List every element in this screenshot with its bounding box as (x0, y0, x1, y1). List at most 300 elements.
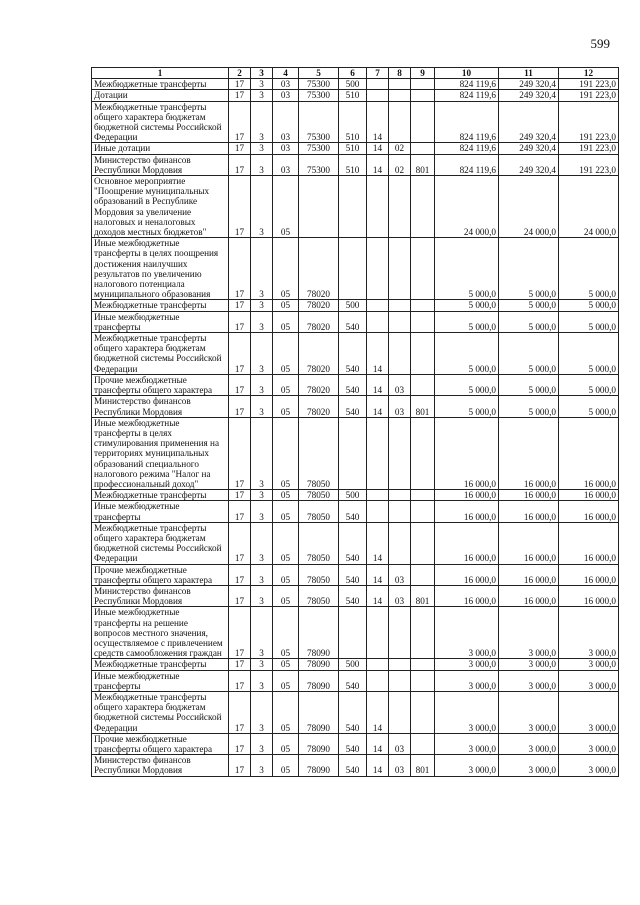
amount-col-11: 3 000,0 (499, 670, 559, 691)
col-header: 9 (411, 68, 435, 79)
amount-col-10: 3 000,0 (435, 733, 499, 754)
code-col-8 (389, 607, 411, 659)
code-col-8 (389, 691, 411, 733)
code-col-4: 03 (273, 154, 299, 175)
amount-col-12: 5 000,0 (559, 300, 619, 311)
table-row (92, 490, 619, 501)
code-col-8 (389, 90, 411, 101)
table-row (92, 238, 619, 300)
amount-col-12: 16 000,0 (559, 501, 619, 522)
code-col-9 (411, 670, 435, 691)
amount-col-12: 5 000,0 (559, 374, 619, 395)
code-col-8 (389, 490, 411, 501)
code-col-8 (389, 238, 411, 300)
code-col-9 (411, 564, 435, 585)
amount-col-11: 249 320,4 (499, 90, 559, 101)
code-col-2: 17 (229, 564, 251, 585)
code-col-8: 03 (389, 585, 411, 606)
col-header: 2 (229, 68, 251, 79)
code-col-4: 05 (273, 670, 299, 691)
code-col-4: 05 (273, 238, 299, 300)
code-col-4: 03 (273, 90, 299, 101)
code-col-7: 14 (367, 522, 389, 564)
code-col-6: 510 (339, 154, 367, 175)
amount-col-10: 3 000,0 (435, 607, 499, 659)
code-col-6: 500 (339, 300, 367, 311)
code-col-4: 05 (273, 691, 299, 733)
code-col-3: 3 (251, 607, 273, 659)
amount-col-11: 249 320,4 (499, 154, 559, 175)
code-col-4: 05 (273, 396, 299, 417)
code-col-2: 17 (229, 101, 251, 143)
table-row (92, 501, 619, 522)
code-col-2: 17 (229, 90, 251, 101)
col-header: 6 (339, 68, 367, 79)
code-col-9 (411, 691, 435, 733)
code-col-5: 75300 (299, 143, 339, 154)
amount-col-10: 5 000,0 (435, 374, 499, 395)
amount-col-10: 24 000,0 (435, 176, 499, 238)
code-col-9: 801 (411, 396, 435, 417)
code-col-4: 05 (273, 311, 299, 332)
row-name: Основное мероприятие "Поощрение муниципальных образований в Республике Мордовия за увеличение налоговых и неналоговых доходов местных бюджетов" (92, 176, 229, 238)
code-col-6: 510 (339, 101, 367, 143)
code-col-7 (367, 490, 389, 501)
amount-col-10: 16 000,0 (435, 501, 499, 522)
page-number: 599 (590, 36, 610, 51)
table-row (92, 90, 619, 101)
code-col-9 (411, 238, 435, 300)
code-col-6: 540 (339, 670, 367, 691)
code-col-9 (411, 374, 435, 395)
code-col-4: 03 (273, 143, 299, 154)
code-col-3: 3 (251, 176, 273, 238)
amount-col-11: 249 320,4 (499, 143, 559, 154)
amount-col-12: 191 223,0 (559, 154, 619, 175)
code-col-3: 3 (251, 238, 273, 300)
code-col-8 (389, 176, 411, 238)
code-col-3: 3 (251, 755, 273, 776)
code-col-6: 540 (339, 396, 367, 417)
row-name: Министерство финансов Республики Мордовия (92, 154, 229, 175)
code-col-3: 3 (251, 691, 273, 733)
code-col-5: 78020 (299, 300, 339, 311)
code-col-5: 78090 (299, 733, 339, 754)
code-col-9 (411, 490, 435, 501)
code-col-2: 17 (229, 176, 251, 238)
code-col-5: 75300 (299, 79, 339, 90)
code-col-3: 3 (251, 101, 273, 143)
amount-col-10: 5 000,0 (435, 300, 499, 311)
budget-table (91, 67, 619, 777)
row-name: Межбюджетные трансферты общего характера бюджетам бюджетной системы Российской Федерации (92, 522, 229, 564)
code-col-9 (411, 417, 435, 489)
amount-col-12: 3 000,0 (559, 659, 619, 670)
code-col-9 (411, 501, 435, 522)
code-col-9 (411, 733, 435, 754)
code-col-3: 3 (251, 311, 273, 332)
amount-col-11: 16 000,0 (499, 501, 559, 522)
amount-col-11: 3 000,0 (499, 755, 559, 776)
code-col-7: 14 (367, 396, 389, 417)
amount-col-10: 824 119,6 (435, 79, 499, 90)
amount-col-12: 16 000,0 (559, 585, 619, 606)
code-col-4: 05 (273, 300, 299, 311)
code-col-2: 17 (229, 522, 251, 564)
code-col-8 (389, 670, 411, 691)
code-col-9 (411, 101, 435, 143)
code-col-3: 3 (251, 396, 273, 417)
code-col-8: 03 (389, 755, 411, 776)
amount-col-11: 3 000,0 (499, 733, 559, 754)
code-col-9 (411, 176, 435, 238)
code-col-4: 05 (273, 585, 299, 606)
code-col-6: 540 (339, 755, 367, 776)
amount-col-12: 16 000,0 (559, 522, 619, 564)
code-col-8 (389, 417, 411, 489)
row-name: Межбюджетные трансферты общего характера бюджетам бюджетной системы Российской Федерации (92, 333, 229, 375)
row-name: Иные дотации (92, 143, 229, 154)
code-col-7 (367, 670, 389, 691)
code-col-2: 17 (229, 585, 251, 606)
code-col-2: 17 (229, 396, 251, 417)
code-col-3: 3 (251, 143, 273, 154)
code-col-9 (411, 79, 435, 90)
code-col-6: 540 (339, 733, 367, 754)
amount-col-10: 16 000,0 (435, 417, 499, 489)
code-col-7: 14 (367, 564, 389, 585)
code-col-9: 801 (411, 755, 435, 776)
code-col-7: 14 (367, 143, 389, 154)
row-name: Министерство финансов Республики Мордовия (92, 755, 229, 776)
code-col-3: 3 (251, 670, 273, 691)
code-col-3: 3 (251, 417, 273, 489)
amount-col-11: 24 000,0 (499, 176, 559, 238)
row-name: Межбюджетные трансферты (92, 490, 229, 501)
code-col-2: 17 (229, 333, 251, 375)
code-col-6: 540 (339, 522, 367, 564)
amount-col-12: 5 000,0 (559, 238, 619, 300)
col-header: 10 (435, 68, 499, 79)
amount-col-11: 16 000,0 (499, 490, 559, 501)
code-col-7 (367, 311, 389, 332)
code-col-5: 78050 (299, 522, 339, 564)
code-col-2: 17 (229, 501, 251, 522)
code-col-5 (299, 176, 339, 238)
code-col-2: 17 (229, 417, 251, 489)
table-row (92, 522, 619, 564)
code-col-9 (411, 607, 435, 659)
code-col-7 (367, 300, 389, 311)
code-col-5: 78050 (299, 585, 339, 606)
row-name: Иные межбюджетные трансферты (92, 670, 229, 691)
row-name: Иные межбюджетные трансферты (92, 501, 229, 522)
code-col-5: 75300 (299, 154, 339, 175)
code-col-2: 17 (229, 755, 251, 776)
code-col-6 (339, 176, 367, 238)
code-col-6 (339, 607, 367, 659)
row-name: Прочие межбюджетные трансферты общего характера (92, 733, 229, 754)
code-col-5: 78050 (299, 564, 339, 585)
amount-col-12: 5 000,0 (559, 396, 619, 417)
code-col-3: 3 (251, 90, 273, 101)
amount-col-10: 824 119,6 (435, 101, 499, 143)
code-col-7: 14 (367, 101, 389, 143)
amount-col-11: 249 320,4 (499, 101, 559, 143)
code-col-5: 78020 (299, 311, 339, 332)
table-row (92, 154, 619, 175)
code-col-8: 03 (389, 374, 411, 395)
table-row (92, 101, 619, 143)
code-col-2: 17 (229, 374, 251, 395)
code-col-8: 03 (389, 733, 411, 754)
code-col-5: 78090 (299, 670, 339, 691)
code-col-6: 540 (339, 585, 367, 606)
code-col-5: 78090 (299, 755, 339, 776)
amount-col-12: 191 223,0 (559, 143, 619, 154)
table-row (92, 311, 619, 332)
code-col-5: 78090 (299, 691, 339, 733)
code-col-9 (411, 90, 435, 101)
code-col-2: 17 (229, 733, 251, 754)
amount-col-10: 5 000,0 (435, 311, 499, 332)
code-col-4: 05 (273, 607, 299, 659)
amount-col-12: 5 000,0 (559, 333, 619, 375)
code-col-4: 05 (273, 733, 299, 754)
code-col-3: 3 (251, 490, 273, 501)
table-row (92, 755, 619, 776)
code-col-2: 17 (229, 154, 251, 175)
code-col-3: 3 (251, 374, 273, 395)
amount-col-10: 16 000,0 (435, 490, 499, 501)
amount-col-10: 824 119,6 (435, 143, 499, 154)
code-col-6: 510 (339, 90, 367, 101)
row-name: Межбюджетные трансферты общего характера бюджетам бюджетной системы Российской Федерации (92, 101, 229, 143)
code-col-4: 05 (273, 417, 299, 489)
table-row (92, 79, 619, 90)
amount-col-10: 5 000,0 (435, 238, 499, 300)
table-row (92, 607, 619, 659)
code-col-2: 17 (229, 311, 251, 332)
code-col-7 (367, 417, 389, 489)
code-col-8 (389, 101, 411, 143)
code-col-7 (367, 79, 389, 90)
code-col-8 (389, 311, 411, 332)
code-col-6: 540 (339, 501, 367, 522)
code-col-2: 17 (229, 607, 251, 659)
col-header: 7 (367, 68, 389, 79)
code-col-9: 801 (411, 585, 435, 606)
table-row (92, 374, 619, 395)
row-name: Иные межбюджетные трансферты в целях стимулирования применения на территориях муниципальных образований специального налогового режима "Налог на профессиональный доход" (92, 417, 229, 489)
code-col-3: 3 (251, 501, 273, 522)
code-col-2: 17 (229, 490, 251, 501)
amount-col-10: 824 119,6 (435, 154, 499, 175)
code-col-5: 78020 (299, 238, 339, 300)
code-col-3: 3 (251, 733, 273, 754)
amount-col-12: 3 000,0 (559, 607, 619, 659)
code-col-4: 05 (273, 564, 299, 585)
code-col-5: 75300 (299, 101, 339, 143)
code-col-4: 05 (273, 176, 299, 238)
amount-col-11: 5 000,0 (499, 238, 559, 300)
code-col-5: 78090 (299, 607, 339, 659)
code-col-8: 03 (389, 396, 411, 417)
code-col-8 (389, 522, 411, 564)
amount-col-11: 249 320,4 (499, 79, 559, 90)
code-col-4: 03 (273, 101, 299, 143)
code-col-8 (389, 300, 411, 311)
col-header: 11 (499, 68, 559, 79)
table-row (92, 300, 619, 311)
code-col-3: 3 (251, 300, 273, 311)
code-col-4: 05 (273, 501, 299, 522)
code-col-3: 3 (251, 585, 273, 606)
amount-col-11: 3 000,0 (499, 691, 559, 733)
code-col-4: 05 (273, 490, 299, 501)
code-col-7 (367, 501, 389, 522)
code-col-5: 78050 (299, 501, 339, 522)
code-col-2: 17 (229, 691, 251, 733)
code-col-6: 540 (339, 691, 367, 733)
amount-col-12: 191 223,0 (559, 101, 619, 143)
amount-col-10: 16 000,0 (435, 564, 499, 585)
amount-col-11: 16 000,0 (499, 417, 559, 489)
code-col-9 (411, 659, 435, 670)
col-header: 12 (559, 68, 619, 79)
code-col-9 (411, 333, 435, 375)
col-header: 8 (389, 68, 411, 79)
table-row (92, 143, 619, 154)
code-col-2: 17 (229, 670, 251, 691)
col-header: 1 (92, 68, 229, 79)
code-col-8: 02 (389, 143, 411, 154)
code-col-5: 78020 (299, 396, 339, 417)
table-row (92, 176, 619, 238)
header-row (92, 68, 619, 79)
amount-col-10: 5 000,0 (435, 396, 499, 417)
table-row (92, 396, 619, 417)
amount-col-10: 3 000,0 (435, 755, 499, 776)
amount-col-12: 3 000,0 (559, 755, 619, 776)
amount-col-12: 24 000,0 (559, 176, 619, 238)
code-col-4: 05 (273, 755, 299, 776)
code-col-7 (367, 176, 389, 238)
code-col-3: 3 (251, 333, 273, 375)
code-col-7: 14 (367, 755, 389, 776)
code-col-7 (367, 607, 389, 659)
code-col-3: 3 (251, 564, 273, 585)
code-col-7: 14 (367, 154, 389, 175)
code-col-3: 3 (251, 659, 273, 670)
row-name: Иные межбюджетные трансферты на решение вопросов местного значения, осуществляемое с привлечением средств самообложения граждан (92, 607, 229, 659)
code-col-6 (339, 238, 367, 300)
table-row (92, 417, 619, 489)
code-col-5: 78020 (299, 333, 339, 375)
code-col-7 (367, 90, 389, 101)
amount-col-11: 5 000,0 (499, 300, 559, 311)
code-col-9 (411, 311, 435, 332)
code-col-6 (339, 417, 367, 489)
code-col-9 (411, 522, 435, 564)
row-name: Дотации (92, 90, 229, 101)
code-col-8 (389, 501, 411, 522)
row-name: Иные межбюджетные трансферты в целях поощрения достижения наилучших результатов по увеличению налогового потенциала муниципального образования (92, 238, 229, 300)
amount-col-12: 16 000,0 (559, 490, 619, 501)
amount-col-11: 3 000,0 (499, 659, 559, 670)
code-col-9 (411, 300, 435, 311)
code-col-7 (367, 659, 389, 670)
code-col-6: 500 (339, 79, 367, 90)
col-header: 3 (251, 68, 273, 79)
code-col-2: 17 (229, 79, 251, 90)
code-col-3: 3 (251, 79, 273, 90)
amount-col-11: 5 000,0 (499, 374, 559, 395)
amount-col-10: 824 119,6 (435, 90, 499, 101)
code-col-5: 78050 (299, 417, 339, 489)
amount-col-12: 3 000,0 (559, 670, 619, 691)
table-row (92, 564, 619, 585)
code-col-7: 14 (367, 333, 389, 375)
amount-col-12: 5 000,0 (559, 311, 619, 332)
code-col-9: 801 (411, 154, 435, 175)
row-name: Межбюджетные трансферты (92, 300, 229, 311)
col-header: 4 (273, 68, 299, 79)
code-col-5: 78020 (299, 374, 339, 395)
code-col-7: 14 (367, 585, 389, 606)
amount-col-12: 191 223,0 (559, 79, 619, 90)
amount-col-10: 3 000,0 (435, 691, 499, 733)
row-name: Иные межбюджетные трансферты (92, 311, 229, 332)
amount-col-10: 16 000,0 (435, 585, 499, 606)
row-name: Прочие межбюджетные трансферты общего характера (92, 564, 229, 585)
code-col-2: 17 (229, 238, 251, 300)
code-col-8 (389, 659, 411, 670)
code-col-6: 540 (339, 374, 367, 395)
amount-col-10: 16 000,0 (435, 522, 499, 564)
table-row (92, 585, 619, 606)
table-row (92, 333, 619, 375)
amount-col-11: 16 000,0 (499, 564, 559, 585)
code-col-7: 14 (367, 374, 389, 395)
row-name: Министерство финансов Республики Мордовия (92, 585, 229, 606)
amount-col-12: 191 223,0 (559, 90, 619, 101)
table-row (92, 670, 619, 691)
amount-col-10: 5 000,0 (435, 333, 499, 375)
amount-col-12: 16 000,0 (559, 564, 619, 585)
code-col-8 (389, 333, 411, 375)
row-name: Межбюджетные трансферты (92, 79, 229, 90)
amount-col-11: 5 000,0 (499, 396, 559, 417)
code-col-9 (411, 143, 435, 154)
code-col-5: 75300 (299, 90, 339, 101)
code-col-2: 17 (229, 143, 251, 154)
amount-col-11: 16 000,0 (499, 522, 559, 564)
row-name: Межбюджетные трансферты общего характера бюджетам бюджетной системы Российской Федерации (92, 691, 229, 733)
amount-col-11: 3 000,0 (499, 607, 559, 659)
amount-col-11: 5 000,0 (499, 333, 559, 375)
row-name: Межбюджетные трансферты (92, 659, 229, 670)
code-col-7: 14 (367, 733, 389, 754)
code-col-4: 05 (273, 333, 299, 375)
code-col-3: 3 (251, 154, 273, 175)
code-col-4: 05 (273, 374, 299, 395)
amount-col-12: 3 000,0 (559, 691, 619, 733)
code-col-8: 03 (389, 564, 411, 585)
code-col-3: 3 (251, 522, 273, 564)
code-col-8 (389, 79, 411, 90)
code-col-6: 510 (339, 143, 367, 154)
